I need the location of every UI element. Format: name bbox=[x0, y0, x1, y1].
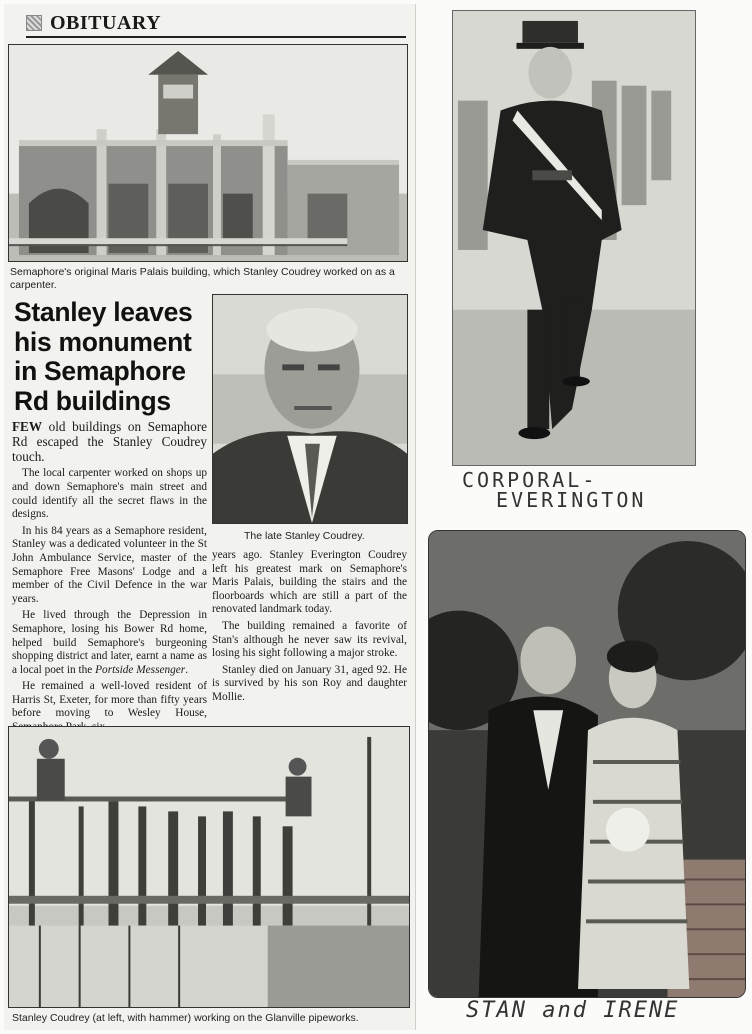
newspaper-clipping bbox=[4, 4, 416, 1030]
corporal-photo bbox=[452, 10, 696, 466]
portrait-photo bbox=[212, 294, 408, 524]
paragraph-4 bbox=[12, 609, 207, 677]
paragraph-5: He remained a well-loved resident of Harris St, Exeter, for more than fifty years before moving to Wesley House, bbox=[12, 680, 207, 720]
paragraph-4-italic: Portside Messenger bbox=[95, 663, 186, 676]
pipeworks-photo-caption: Stanley Coudrey (at left, with hammer) working on the Glanville pipeworks. bbox=[12, 1012, 359, 1024]
couple-handwritten-label: STAN and IRENE bbox=[466, 998, 680, 1023]
paragraph-4-end: . bbox=[185, 663, 189, 676]
paragraph-6: years ago. Stanley Everington Coudrey left his greatest mark on Semaphore's Maris Palais, building the stairs and the floorboards which are still a part of the renovated landmark today. bbox=[212, 549, 407, 616]
paragraph-3: In his 84 years as a Semaphore resident, Stanley was a dedicated volunteer in the St John Ambulance Service, master of the Semaphore Free Masons' Lodge and a member of the Civil Defence in the war years. bbox=[12, 524, 207, 605]
lead-text: old buildings on Semaphore Rd escaped the Stanley Coudrey touch. bbox=[12, 419, 207, 464]
corporal-handwritten-label-2: EVERINGTON bbox=[496, 488, 647, 512]
lead-caps: FEW bbox=[12, 419, 43, 434]
paragraph-7: The building remained a favorite of Stan's although he never saw its revival, losing his sight following a major stroke. bbox=[212, 619, 407, 660]
pipeworks-photo bbox=[8, 726, 410, 1008]
article-headline: Stanley leaves his monument in Semaphore Rd buildings bbox=[14, 297, 193, 416]
paragraph-4-text: He lived through the Depression in Semaphore, losing his Bower Rd home, helped build Semaphore's burgeoning shopping district and later, earnt a name as a local poet in the bbox=[12, 609, 207, 676]
section-marker-icon bbox=[26, 15, 42, 31]
lead-paragraph bbox=[12, 420, 207, 464]
maris-palais-photo bbox=[8, 44, 408, 262]
stan-and-irene-photo bbox=[428, 530, 746, 998]
article-column-right bbox=[212, 549, 407, 708]
section-title: OBITUARY bbox=[50, 11, 162, 34]
article-column-left bbox=[12, 420, 207, 738]
paragraph-8: Stanley died on January 31, aged 92. He is survived by his son Roy and daughter Mollie. bbox=[212, 663, 407, 703]
building-photo-caption: Semaphore's original Maris Palais building, which Stanley Coudrey worked on as a carpenter. bbox=[10, 266, 395, 291]
section-header bbox=[26, 10, 406, 38]
portrait-photo-caption: The late Stanley Coudrey. bbox=[244, 530, 365, 542]
paragraph-2: The local carpenter worked on shops up and down Semaphore's main street and could identify all the secret flaws in the designs. bbox=[12, 467, 207, 521]
corporal-handwritten-label-1: CORPORAL- bbox=[462, 468, 598, 492]
